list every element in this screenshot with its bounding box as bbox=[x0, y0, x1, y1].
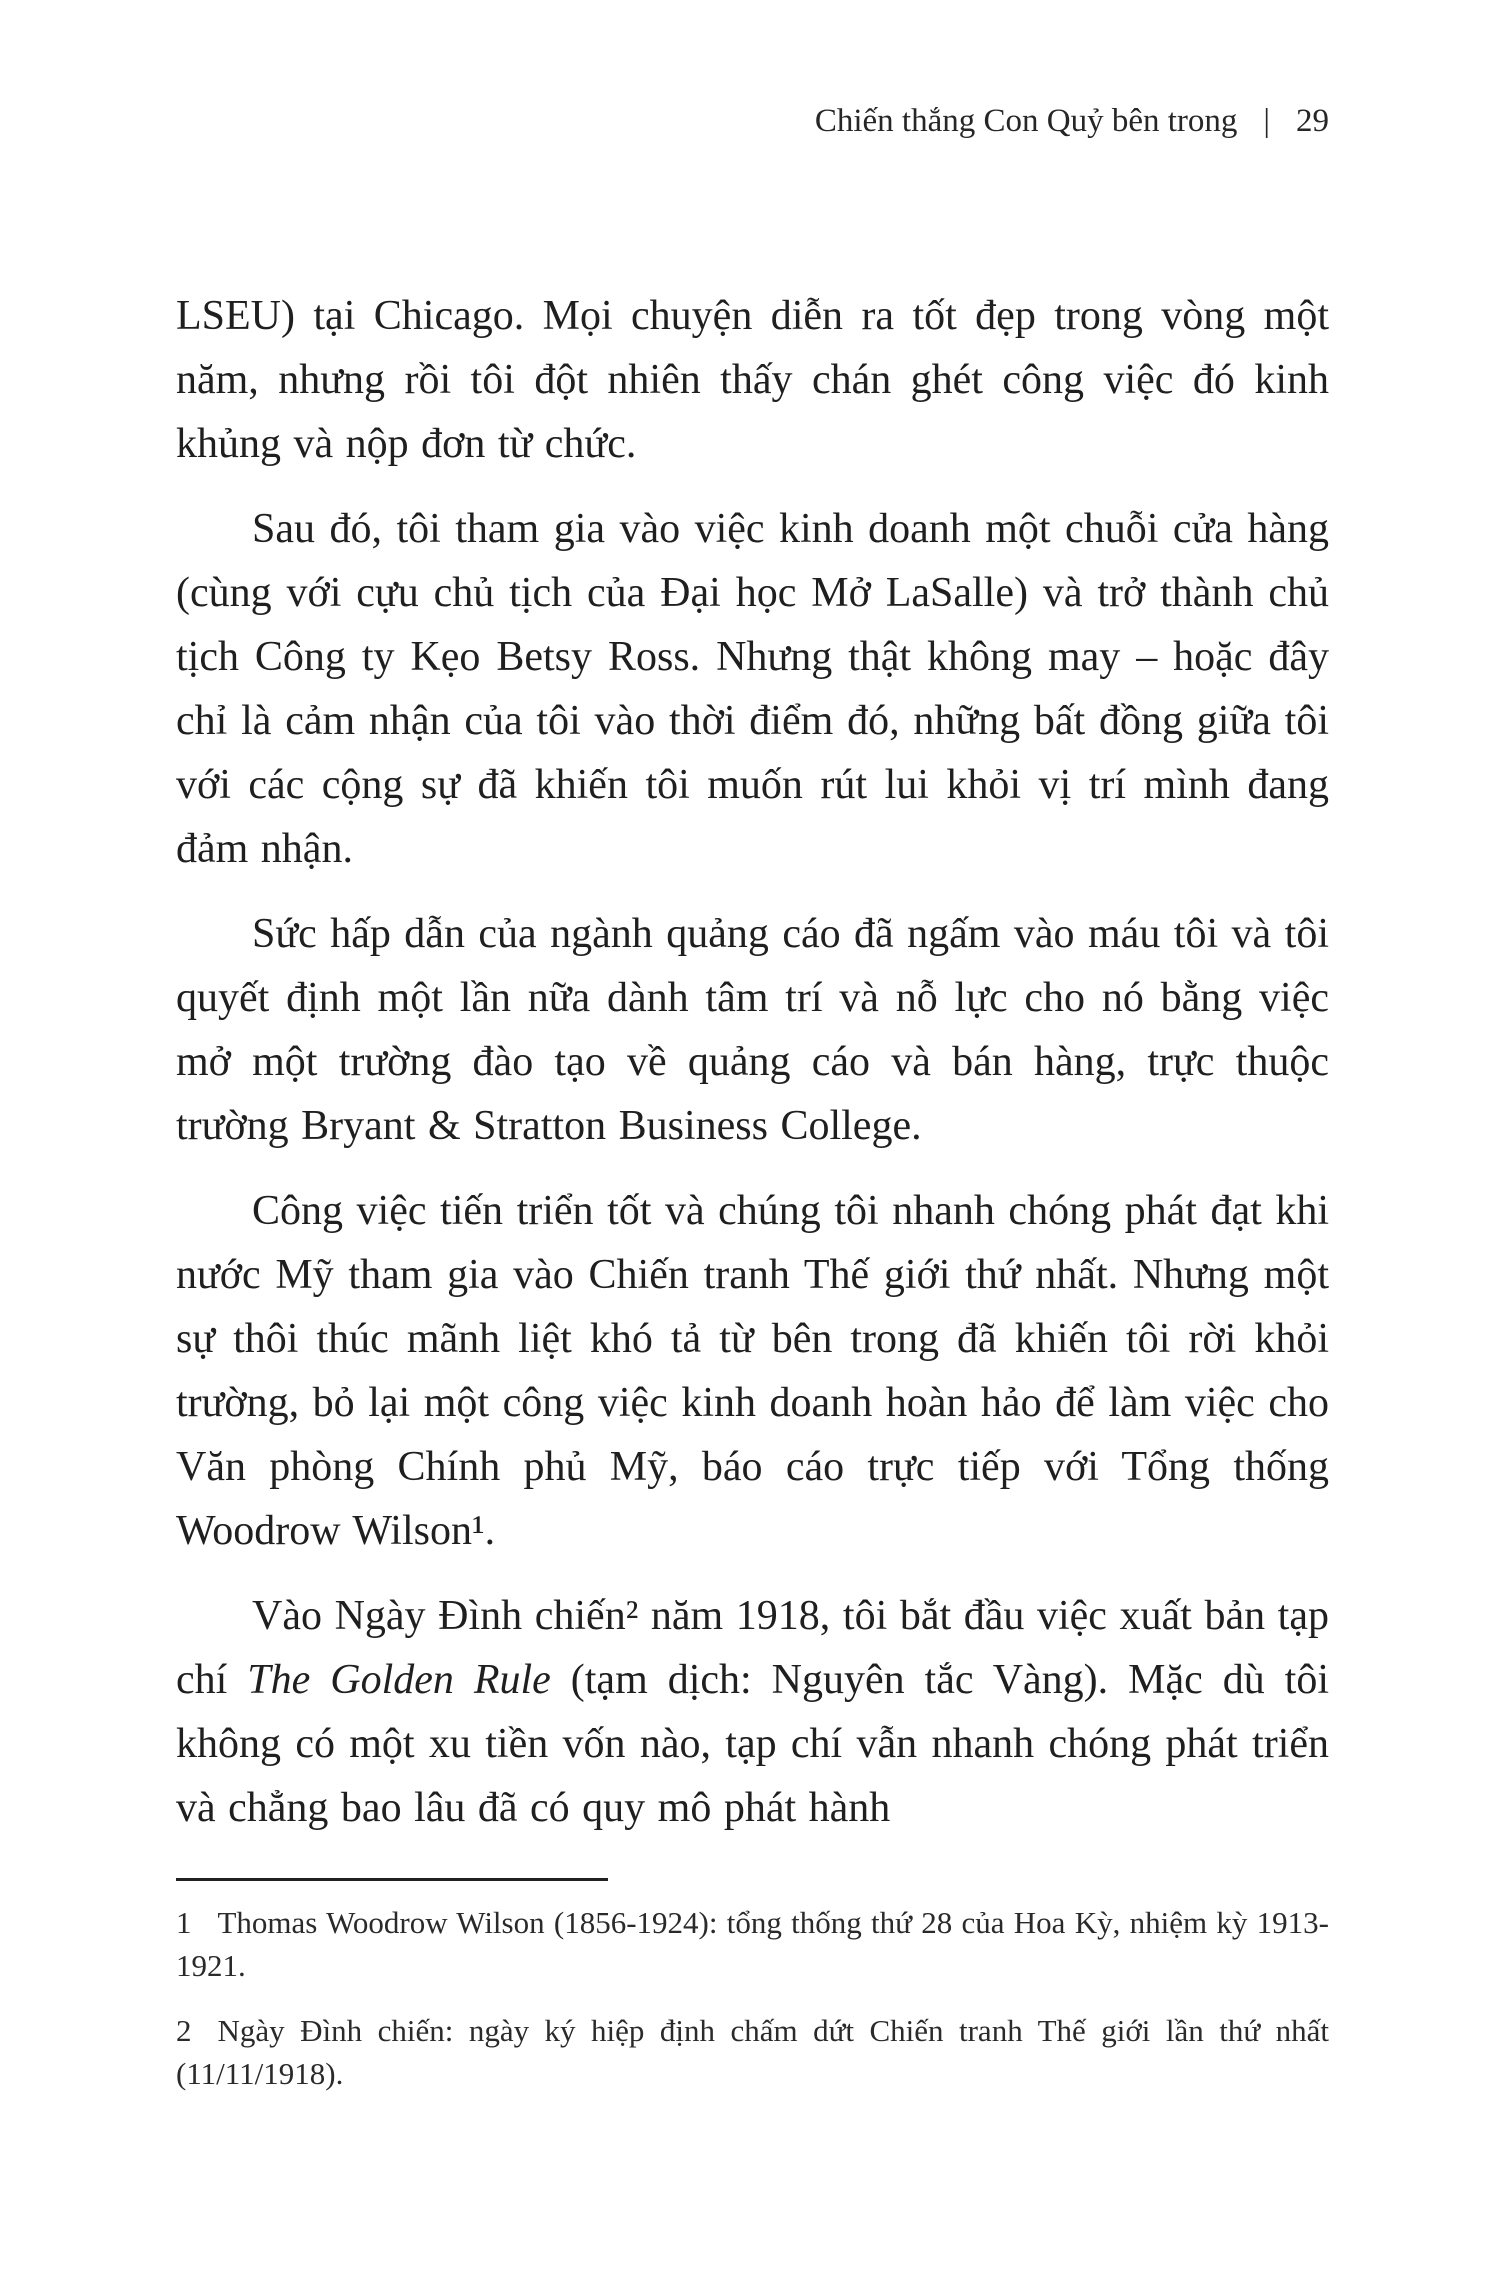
page-header bbox=[176, 100, 1329, 142]
paragraph bbox=[176, 1584, 1329, 1840]
paragraph: Công việc tiến triển tốt và chúng tôi nhanh chóng phát đạt khi nước Mỹ tham gia vào Chiến tranh Thế giới thứ nhất. Nhưng một sự thôi thúc mãnh liệt khó tả từ bên trong đã khiến tôi rời khỏi trường, bỏ lại một công việc kinh doanh hoàn hảo để làm việc cho Văn phòng Chính phủ Mỹ, báo cáo trực tiếp với Tổng thống Woodrow Wilson¹. bbox=[176, 1188, 1329, 1554]
footnote-text: Thomas Woodrow Wilson (1856-1924): tổng thống thứ 28 của Hoa Kỳ, nhiệm kỳ 1913-1921. bbox=[176, 1905, 1329, 1983]
paragraph-run: Vào Ngày Đình chiến² năm 1918, tôi bắt đầu việc xuất bản tạp chí bbox=[176, 1593, 1329, 1703]
footnote-marker: 2 bbox=[176, 2013, 192, 2048]
page-number: 29 bbox=[1296, 103, 1329, 139]
footnote bbox=[176, 2009, 1329, 2095]
paragraph: Sức hấp dẫn của ngành quảng cáo đã ngấm vào máu tôi và tôi quyết định một lần nữa dành tâm trí và nỗ lực cho nó bằng việc mở một trường đào tạo về quảng cáo và bán hàng, trực thuộc trường Bryant & Stratton Business College. bbox=[176, 911, 1329, 1149]
footnotes-section bbox=[176, 1878, 1329, 2095]
footnote-text: Ngày Đình chiến: ngày ký hiệp định chấm dứt Chiến tranh Thế giới lần thứ nhất (11/11/1918). bbox=[176, 2013, 1329, 2091]
header-separator: | bbox=[1263, 103, 1270, 139]
running-title: Chiến thắng Con Quỷ bên trong bbox=[814, 103, 1238, 139]
paragraph: LSEU) tại Chicago. Mọi chuyện diễn ra tốt đẹp trong vòng một năm, nhưng rồi tôi đột nhiên thấy chán ghét công việc đó kinh khủng và nộp đơn từ chức. bbox=[176, 293, 1329, 467]
footnote-separator bbox=[176, 1878, 608, 1881]
footnote bbox=[176, 1901, 1329, 1987]
page-body bbox=[176, 284, 1329, 1840]
magazine-title: The Golden Rule bbox=[247, 1657, 551, 1703]
paragraph-run: (tạm dịch: Nguyên tắc Vàng). Mặc dù tôi không có một xu tiền vốn nào, tạp chí vẫn nhanh chóng phát triển và chẳng bao lâu đã có quy mô phát hành bbox=[176, 1657, 1330, 1831]
footnote-marker: 1 bbox=[176, 1905, 192, 1940]
paragraph: Sau đó, tôi tham gia vào việc kinh doanh một chuỗi cửa hàng (cùng với cựu chủ tịch của Đại học Mở LaSalle) và trở thành chủ tịch Công ty Kẹo Betsy Ross. Nhưng thật không may – hoặc đây chỉ là cảm nhận của tôi vào thời điểm đó, những bất đồng giữa tôi với các cộng sự đã khiến tôi muốn rút lui khỏi vị trí mình đang đảm nhận. bbox=[176, 506, 1329, 872]
